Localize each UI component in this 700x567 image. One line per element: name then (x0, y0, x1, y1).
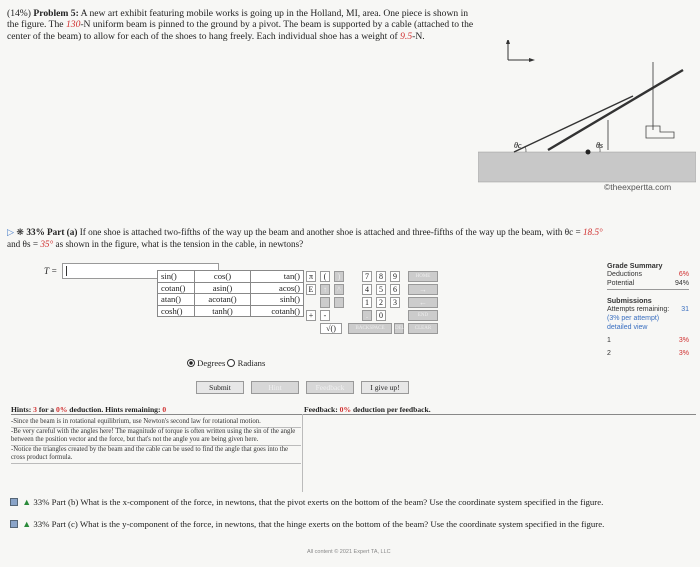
hints-label-3: deduction. Hints remaining: (67, 405, 163, 414)
dot-key[interactable]: . (362, 310, 372, 321)
detailed-view-link[interactable]: detailed view (607, 324, 648, 331)
potential-label: Potential (607, 280, 635, 287)
part-a-question (7, 227, 697, 250)
feedback-label-1: Feedback: (304, 405, 340, 414)
hints-remaining: 0 (162, 405, 167, 414)
blank-key[interactable] (320, 297, 330, 308)
part-a-text-2: and θs = (7, 238, 41, 249)
radians-radio[interactable] (227, 359, 235, 367)
collapsed-part-icon (10, 498, 18, 506)
degrees-radio[interactable] (187, 359, 195, 367)
coordinate-axes-icon (506, 40, 535, 62)
fn-key[interactable]: asin() (195, 282, 251, 294)
fn-key[interactable]: cos() (195, 271, 251, 283)
part-a-text-3: as shown in the figure, what is the tension in the cable, in newtons? (53, 238, 304, 249)
attempts-label: Attempts remaining: (607, 306, 670, 313)
digit-4-key[interactable]: 4 (362, 284, 372, 295)
del-key[interactable]: DEL (394, 323, 404, 334)
hints-label-2: for a (36, 405, 57, 414)
theta-s-label: θs (596, 141, 604, 150)
part-b-text: What is the x-component of the force, in newtons, that the pivot exerts on the bottom of the beam? Use the coordinate system specified in the figure. (78, 497, 604, 507)
pi-key[interactable]: π (306, 271, 316, 282)
lparen-key[interactable]: ( (320, 271, 330, 282)
digit-5-key[interactable]: 5 (376, 284, 386, 295)
submission-row-value: 3% (678, 350, 689, 357)
figure-credit: ©theexpertta.com (604, 182, 672, 192)
feedback-label-2: deduction per feedback. (351, 405, 431, 414)
attempts-value: 31 (681, 306, 689, 313)
backspace-key[interactable]: BACKSPACE (348, 323, 392, 334)
fn-key[interactable]: acotan() (195, 294, 251, 306)
submissions-title: Submissions (607, 296, 652, 305)
beam-weight-value: 130 (65, 19, 81, 31)
hint-item: -Notice the triangles created by the beam and the cable can be used to find the angle that goes into the cross product formula. (11, 446, 301, 464)
footer-copyright: All content © 2021 Expert TA, LLC (307, 549, 391, 555)
warning-icon: ▲ (22, 497, 32, 507)
radians-label: Radians (237, 358, 266, 368)
mobile-beam-figure (478, 40, 696, 195)
shoe-icon-top (646, 126, 674, 138)
sqrt-key[interactable]: √() (320, 323, 342, 334)
e-key[interactable]: E (306, 284, 316, 295)
fn-key[interactable]: cotan() (158, 282, 195, 294)
submit-button[interactable]: Submit (196, 381, 244, 394)
problem-text-3: -N. (412, 30, 425, 42)
plus-key[interactable]: + (306, 310, 316, 321)
part-c-label: 33% Part (c) (33, 519, 78, 529)
digit-1-key[interactable]: 1 (362, 297, 372, 308)
cable-line (514, 96, 633, 152)
fn-key[interactable]: tan() (251, 271, 304, 283)
per-attempt-note: (3% per attempt) (607, 315, 660, 322)
fn-key[interactable]: sinh() (251, 294, 304, 306)
give-up-button[interactable]: I give up! (361, 381, 409, 394)
theta-s-value: 35° (40, 238, 54, 249)
expand-arrow-icon[interactable]: ▷ (7, 227, 15, 237)
grade-summary-title: Grade Summary (607, 261, 663, 270)
grade-summary (607, 261, 689, 358)
deductions-value: 6% (678, 271, 689, 278)
digit-9-key[interactable]: 9 (390, 271, 400, 282)
fn-key[interactable]: atan() (158, 294, 195, 306)
settings-gear-icon: ❋ (16, 227, 25, 237)
part-b-label: 33% Part (b) (33, 497, 79, 507)
problem-title: Problem 5: (33, 8, 79, 19)
theta-c-label: θc (514, 141, 522, 150)
part-a-label: 33% Part (a) (26, 227, 78, 237)
hints-header (11, 405, 166, 414)
digit-3-key[interactable]: 3 (390, 297, 400, 308)
home-key[interactable]: HOME (408, 271, 438, 282)
problem-text-2: -N uniform beam is pinned to the ground by a pivot. The beam is supported by a cable (attached to the center of the beam) to allow for each of the shoes to hang freely. Each individual shoe has a weight of (7, 19, 474, 42)
hint-item: -Since the beam is in rotational equilibrium, use Newton's second law for rotational motion. (11, 418, 301, 428)
rparen-key[interactable]: ) (334, 271, 344, 282)
submission-row-number: 1 (607, 337, 611, 344)
part-c-text: What is the y-component of the force, in newtons, that the hinge exerts on the bottom of the beam? Use the coordinate system specified in the figure. (77, 519, 605, 529)
feedback-header (304, 405, 431, 414)
digit-2-key[interactable]: 2 (376, 297, 386, 308)
angle-mode-row (187, 358, 265, 368)
digit-8-key[interactable]: 8 (376, 271, 386, 282)
part-a-text-1: If one shoe is attached two-fifths of the way up the beam and another shoe is attached and three-fifths of the way up the beam, with θc = (77, 227, 583, 237)
left-arrow-key[interactable]: ← (408, 297, 438, 308)
problem-percent: (14%) (7, 8, 31, 19)
part-c-question[interactable] (10, 519, 696, 530)
feedback-button[interactable]: Feedback (306, 381, 354, 394)
digit-6-key[interactable]: 6 (390, 284, 400, 295)
hint-list (11, 418, 301, 464)
right-arrow-key[interactable]: → (408, 284, 438, 295)
hints-label-1: Hints: (11, 405, 34, 414)
fn-key[interactable]: cosh() (158, 305, 195, 317)
potential-value: 94% (674, 280, 689, 287)
feedback-deduction: 0% (339, 405, 352, 414)
answer-label: T = (44, 266, 58, 276)
caret-key[interactable]: ^ (334, 284, 344, 295)
divider (302, 414, 303, 492)
hint-button[interactable]: Hint (251, 381, 299, 394)
warning-icon: ▲ (22, 519, 32, 529)
collapsed-part-icon (10, 520, 18, 528)
up-key[interactable]: ↑ (320, 284, 330, 295)
pivot-point (586, 150, 591, 155)
divider (11, 414, 696, 415)
shoe-weight-value: 9.5 (400, 30, 413, 42)
function-table (157, 270, 304, 317)
calculator-panel (157, 270, 447, 370)
deductions-label: Deductions (607, 271, 643, 278)
digit-0-key[interactable]: 0 (376, 310, 386, 321)
problem-text-1: A new art exhibit featuring mobile works is going up in the Holland, MI, area. One piece is shown in the figure. The (7, 8, 469, 31)
minus-key[interactable]: - (320, 310, 330, 321)
digit-7-key[interactable]: 7 (362, 271, 372, 282)
fn-key[interactable]: tanh() (195, 305, 251, 317)
hint-item: -Be very careful with the angles here! The magnitude of torque is often written using the sin of the angle between the position vector and the force, but that's not the angle you are being given here. (11, 428, 301, 446)
fn-key[interactable]: acos() (251, 282, 304, 294)
part-b-question[interactable] (10, 497, 696, 508)
submission-row-value: 3% (678, 337, 689, 344)
problem-statement (7, 8, 477, 42)
ground-block (478, 152, 696, 182)
theta-c-value: 18.5° (582, 227, 603, 237)
hints-deduction: 0% (56, 405, 68, 414)
blank-key[interactable] (334, 297, 344, 308)
degrees-label: Degrees (197, 358, 226, 368)
clear-key[interactable]: CLEAR (408, 323, 438, 334)
end-key[interactable]: END (408, 310, 438, 321)
fn-key[interactable]: sin() (158, 271, 195, 283)
submission-row-number: 2 (607, 350, 611, 357)
hints-count: 3 (33, 405, 37, 414)
fn-key[interactable]: cotanh() (251, 305, 304, 317)
